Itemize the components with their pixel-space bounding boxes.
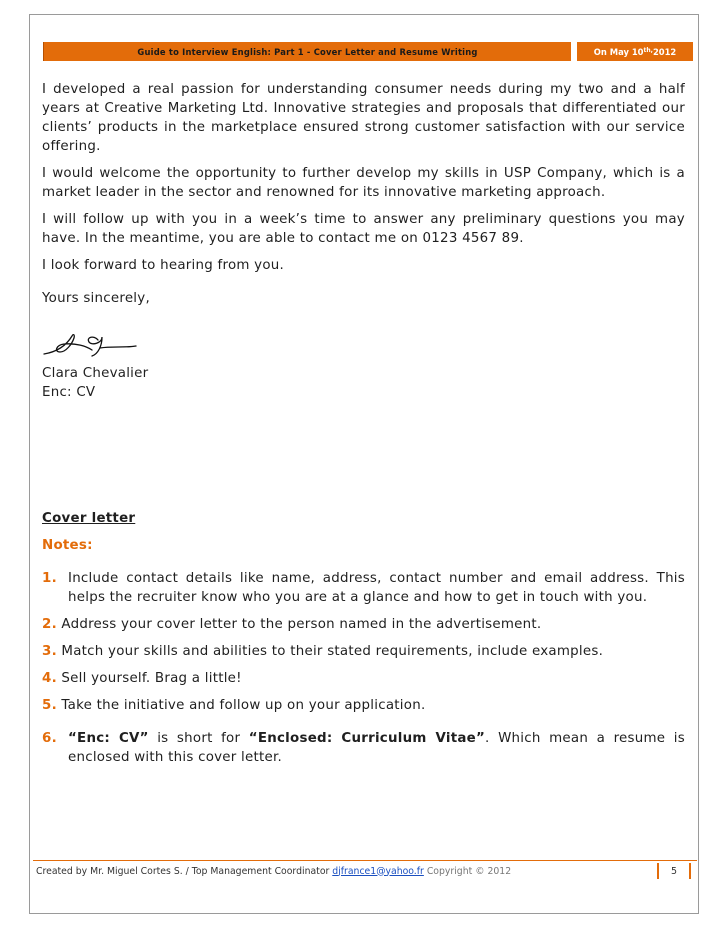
enclosure-line: Enc: CV [42, 385, 96, 400]
note-bold-term: “Enc: CV” [68, 731, 149, 746]
signature-image [42, 330, 138, 360]
note-number: 2. [42, 617, 57, 632]
page-header [43, 42, 693, 61]
note-item [42, 615, 685, 634]
note-number: 4. [42, 671, 57, 686]
note-text: Match your skills and abilities to their stated requirements, include examples. [61, 644, 604, 659]
note-text: Address your cover letter to the person named in the advertisement. [61, 617, 542, 632]
note-item [42, 729, 685, 767]
note-item [42, 569, 685, 607]
document-body [42, 80, 685, 775]
section-title: Cover letter [42, 511, 136, 526]
note-text: Include contact details like name, address, contact number and email address. This helps the recruiter know who you are at a glance and how to get in touch with you. [68, 571, 685, 605]
page-number: 5 [657, 863, 691, 879]
header-date-suffix: th, [643, 47, 653, 54]
letter-paragraph: I look forward to hearing from you. [42, 258, 285, 273]
header-date-prefix: On May 10 [593, 46, 644, 57]
letter-paragraph: I developed a real passion for understanding consumer needs during my two and a half years at Creative Marketing Ltd. Innovative strategies and proposals that differentiated our clients’ products in the marketplace ensured strong customer satisfaction with our service offering. [42, 82, 685, 154]
header-date [577, 42, 693, 61]
footer-credit [33, 866, 657, 877]
note-text: Take the initiative and follow up on your application. [61, 698, 426, 713]
note-text-part: . Which mean a resume is enclosed with this cover letter. [68, 731, 685, 765]
signatory-block [42, 364, 685, 402]
footer-author: Created by Mr. Miguel Cortes S. / Top Management Coordinator [36, 865, 333, 877]
note-number: 3. [42, 644, 57, 659]
note-item [42, 642, 685, 661]
note-item [42, 696, 685, 715]
note-text: Sell yourself. Brag a little! [61, 671, 242, 686]
note-item [42, 669, 685, 688]
signatory-name: Clara Chevalier [42, 366, 149, 381]
header-title: Guide to Interview English: Part 1 - Cover Letter and Resume Writing [43, 42, 571, 61]
header-date-year: 2012 [652, 46, 677, 57]
letter-paragraph: I will follow up with you in a week’s time to answer any preliminary questions you may have. In the meantime, you are able to contact me on 0123 4567 89. [42, 212, 685, 246]
note-bold-term: “Enclosed: Curriculum Vitae” [248, 731, 486, 746]
note-text-part: is short for [148, 731, 249, 746]
note-text [68, 729, 685, 767]
note-number: 5. [42, 698, 57, 713]
note-number: 1. [42, 571, 57, 586]
letter-paragraph: I would welcome the opportunity to further develop my skills in USP Company, which is a market leader in the sector and renowned for its innovative marketing approach. [42, 166, 685, 200]
notes-heading: Notes: [42, 538, 93, 553]
footer-copyright: Copyright © 2012 [423, 865, 512, 877]
sign-off: Yours sincerely, [42, 291, 150, 306]
page-footer [33, 860, 697, 881]
note-number: 6. [42, 731, 57, 746]
footer-email-link[interactable]: djfrance1@yahoo.fr [332, 865, 424, 877]
